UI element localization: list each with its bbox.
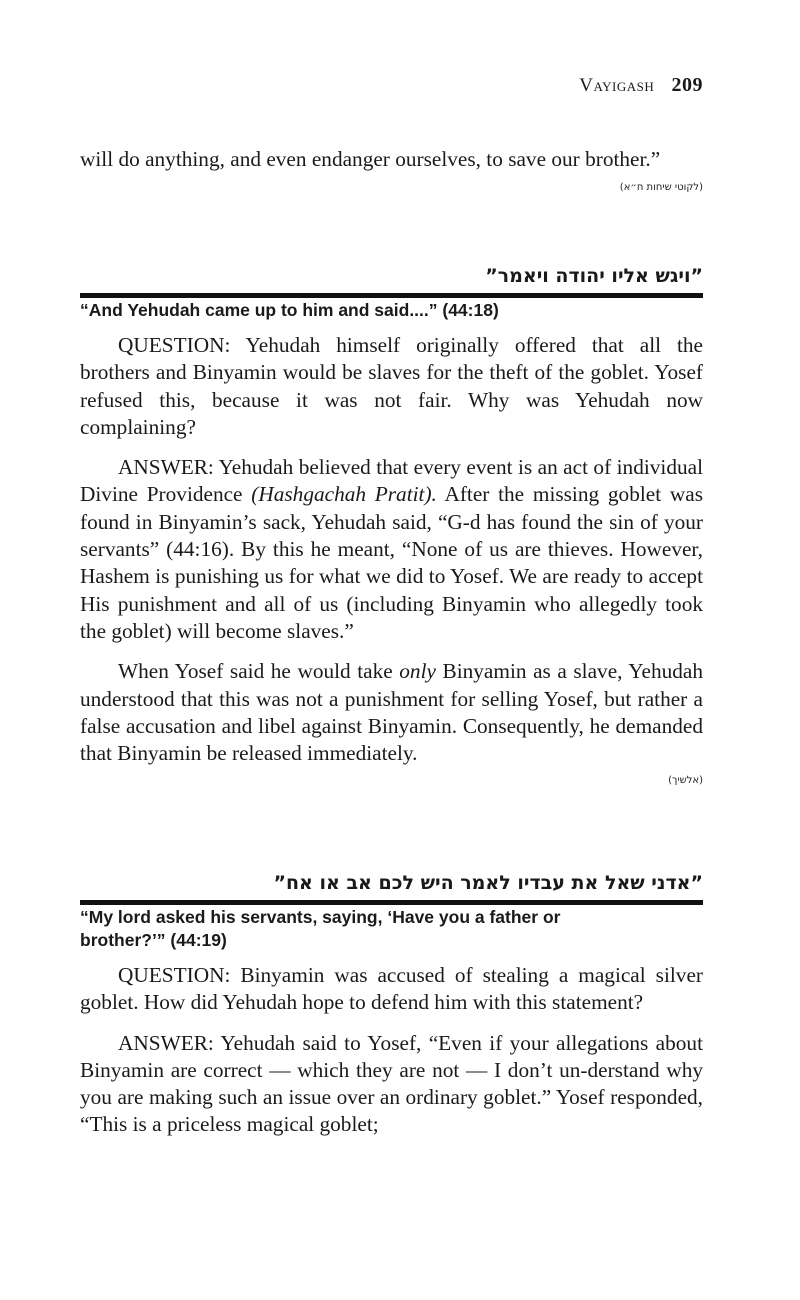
section-1-answer-italic: (Hashgachah Pratit). — [251, 482, 437, 507]
section-2-hebrew-heading: ”אדני שאל את עבדיו לאמר היש לכם אב או אח” — [273, 872, 703, 894]
continuation-paragraph: will do anything, and even endanger ourselves, to save our brother.” — [80, 147, 661, 171]
section-1-para3-post: Binyamin as a slave, Yehudah understood that this was not a punishment for selling Yosef, but rather a false accusation and libel against Binyamin. Consequently, he demanded that Binyamin be released immediately. — [80, 659, 703, 766]
source-citation-1: (לקוטי שיחות ח״א) — [619, 182, 703, 194]
section-2-answer: ANSWER: Yehudah said to Yosef, “Even if your allegations about Binyamin are correct — which they are not — I don’t un-derstand why you are making such an issue over an ordinary goblet.” Yosef responded, “This is a priceless magical goblet; — [80, 1030, 703, 1137]
source-citation-2: (אלשיך) — [668, 775, 703, 787]
section-1-hebrew-heading: ”ויגש אליו יהודה ויאמר” — [485, 265, 703, 287]
section-1-para3-italic: only — [399, 659, 436, 684]
section-1-answer-pre: ANSWER: Yehudah believed that every event is an act of individual Divine Providence — [80, 455, 703, 507]
section-1-english-heading: “And Yehudah came up to him and said....” (44:18) — [80, 300, 499, 320]
continuation-block — [80, 146, 703, 193]
section-1-rule — [80, 293, 703, 298]
page-number: 209 — [671, 74, 703, 96]
running-head-title: Vayigash — [579, 75, 655, 96]
section-2-rule — [80, 900, 703, 905]
section-2 — [80, 871, 703, 1139]
section-1-question: QUESTION: Yehudah himself originally offered that all the brothers and Binyamin would be slaves for the theft of the goblet. Yosef refused this, because it was not fair. Why was Yehudah now complaining? — [80, 333, 703, 439]
section-1-paragraph-3 — [80, 658, 703, 767]
section-1 — [80, 264, 703, 786]
section-1-answer-post: After the missing goblet was found in Binyamin’s sack, Yehudah said, “G-d has found the sin of your servants” (44:16). By this he meant, “None of us are thieves. However, Hashem is punishing us for what we did to Yosef. We are ready to accept His punishment and all of us (including Binyamin who allegedly took the goblet) will become slaves.” — [80, 482, 703, 643]
section-2-english-heading: “My lord asked his servants, saying, ‘Have you a father or brother?’” (44:19) — [80, 907, 561, 950]
running-head — [579, 74, 703, 97]
section-1-para3-pre: When Yosef said he would take — [118, 659, 400, 684]
section-1-answer — [80, 454, 703, 645]
section-2-question: QUESTION: Binyamin was accused of stealing a magical silver goblet. How did Yehudah hope to defend him with this statement? — [80, 963, 703, 1015]
